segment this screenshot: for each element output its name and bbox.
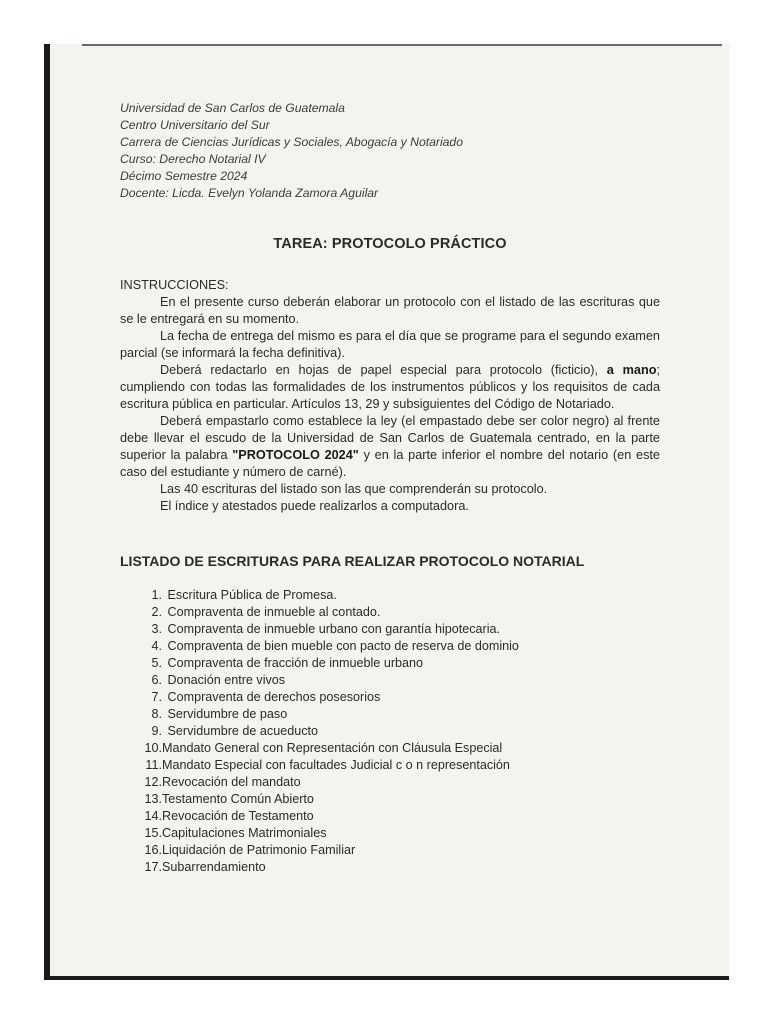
deed-list-item (138, 621, 519, 638)
deed-title: Donación entre vivos (167, 673, 286, 687)
deed-title: Compraventa de derechos posesorios (167, 690, 381, 704)
instruction-paragraph: Las 40 escrituras del listado son las que comprenderán su protocolo. (160, 482, 548, 496)
deed-number: 7. (151, 690, 162, 704)
deed-title: Mandato Especial con facultades Judicial c o n representación (162, 758, 510, 772)
deed-number: 14. (144, 809, 162, 823)
deed-list-item (138, 757, 519, 774)
deed-number: 15. (144, 826, 162, 840)
page-top-edge (82, 44, 722, 46)
deed-number: 2. (151, 605, 162, 619)
deed-number: 16. (144, 843, 162, 857)
deed-number: 8. (151, 707, 162, 721)
header-line-center: Centro Universitario del Sur (120, 118, 270, 132)
deed-number: 9. (151, 724, 162, 738)
deed-list-item (138, 655, 519, 672)
deed-list-item (138, 842, 519, 859)
deed-list-item (138, 774, 519, 791)
deed-number: 17. (144, 860, 162, 874)
header-line-university: Universidad de San Carlos de Guatemala (120, 101, 345, 115)
deed-list-item (138, 706, 519, 723)
instruction-paragraph (120, 362, 660, 413)
deed-number: 11. (145, 758, 162, 772)
deed-title: Compraventa de inmueble urbano con garantía hipotecaria. (167, 622, 501, 636)
deeds-list-title: LISTADO DE ESCRITURAS PARA REALIZAR PROTOCOLO NOTARIAL (120, 553, 585, 569)
deed-title: Compraventa de inmueble al contado. (167, 605, 381, 619)
deed-number: 13. (144, 792, 162, 806)
deed-title: Escritura Pública de Promesa. (167, 588, 337, 602)
deed-list-item (138, 587, 519, 604)
deed-title: Subarrendamiento (162, 860, 266, 874)
deed-list-item (138, 859, 519, 876)
deed-title: Compraventa de fracción de inmueble urbano (167, 656, 424, 670)
deed-list-item (138, 825, 519, 842)
deed-number: 12. (144, 775, 162, 789)
instructions-label: INSTRUCCIONES: (120, 278, 229, 292)
deed-list-item (138, 689, 519, 706)
deed-list-item (138, 723, 519, 740)
document-title: TAREA: PROTOCOLO PRÁCTICO (273, 236, 507, 252)
deed-list-item (138, 604, 519, 621)
instruction-paragraph: La fecha de entrega del mismo es para el día que se programe para el segundo examen parcial (se informará la fecha definitiva). (120, 329, 660, 360)
deed-number: 6. (151, 673, 162, 687)
deed-number: 4. (151, 639, 162, 653)
instruction-paragraph (120, 413, 660, 481)
deed-title: Liquidación de Patrimonio Familiar (162, 843, 356, 857)
deed-number: 1. (151, 588, 162, 602)
header-line-course: Curso: Derecho Notarial IV (120, 152, 266, 166)
deed-list-item (138, 808, 519, 825)
deed-title: Servidumbre de paso (167, 707, 288, 721)
instruction-text: Deberá empastarlo como establece la ley (el empastado debe ser color negro) al frente debe llevar el escudo de la Universidad de San Carlos de Guatemala centrado, en la parte superior la palabra (120, 414, 660, 462)
deed-title: Revocación de Testamento (162, 809, 314, 823)
instruction-paragraph: En el presente curso deberán elaborar un protocolo con el listado de las escrituras que se le entregará en su momento. (120, 295, 660, 326)
deed-number: 5. (151, 656, 162, 670)
deed-title: Testamento Común Abierto (162, 792, 314, 806)
deed-list-item (138, 638, 519, 655)
instruction-text: y en la parte inferior el nombre del notario (en este caso del estudiante y número de carné). (120, 448, 660, 479)
header-line-semester: Décimo Semestre 2024 (120, 169, 248, 183)
instruction-text: Deberá redactarlo en hojas de papel especial para protocolo (ficticio), (160, 363, 607, 377)
deed-title: Compraventa de bien mueble con pacto de reserva de dominio (167, 639, 519, 653)
header-line-teacher: Docente: Licda. Evelyn Yolanda Zamora Aguilar (120, 186, 379, 200)
deed-list-item (138, 740, 519, 757)
deed-list-item (138, 791, 519, 808)
instruction-text: ; cumpliendo con todas las formalidades de los instrumentos públicos y los requisitos de cada escritura pública en particular. Artículos 13, 29 y subsiguientes del Código de Notariado. (120, 363, 661, 411)
deed-number: 10. (144, 741, 162, 755)
instructions-section (120, 277, 660, 515)
deed-title: Revocación del mandato (162, 775, 301, 789)
course-header (120, 100, 463, 202)
header-line-career: Carrera de Ciencias Jurídicas y Sociales, Abogacía y Notariado (120, 135, 463, 149)
deeds-list (138, 587, 519, 876)
deed-list-item (138, 672, 519, 689)
deed-number: 3. (151, 622, 162, 636)
instruction-emphasis: a mano (606, 363, 657, 377)
deed-title: Capitulaciones Matrimoniales (162, 826, 327, 840)
deed-title: Mandato General con Representación con Cláusula Especial (162, 741, 503, 755)
instruction-emphasis: "PROTOCOLO 2024" (232, 448, 359, 462)
deed-title: Servidumbre de acueducto (167, 724, 319, 738)
instruction-paragraph: El índice y atestados puede realizarlos a computadora. (160, 499, 469, 513)
